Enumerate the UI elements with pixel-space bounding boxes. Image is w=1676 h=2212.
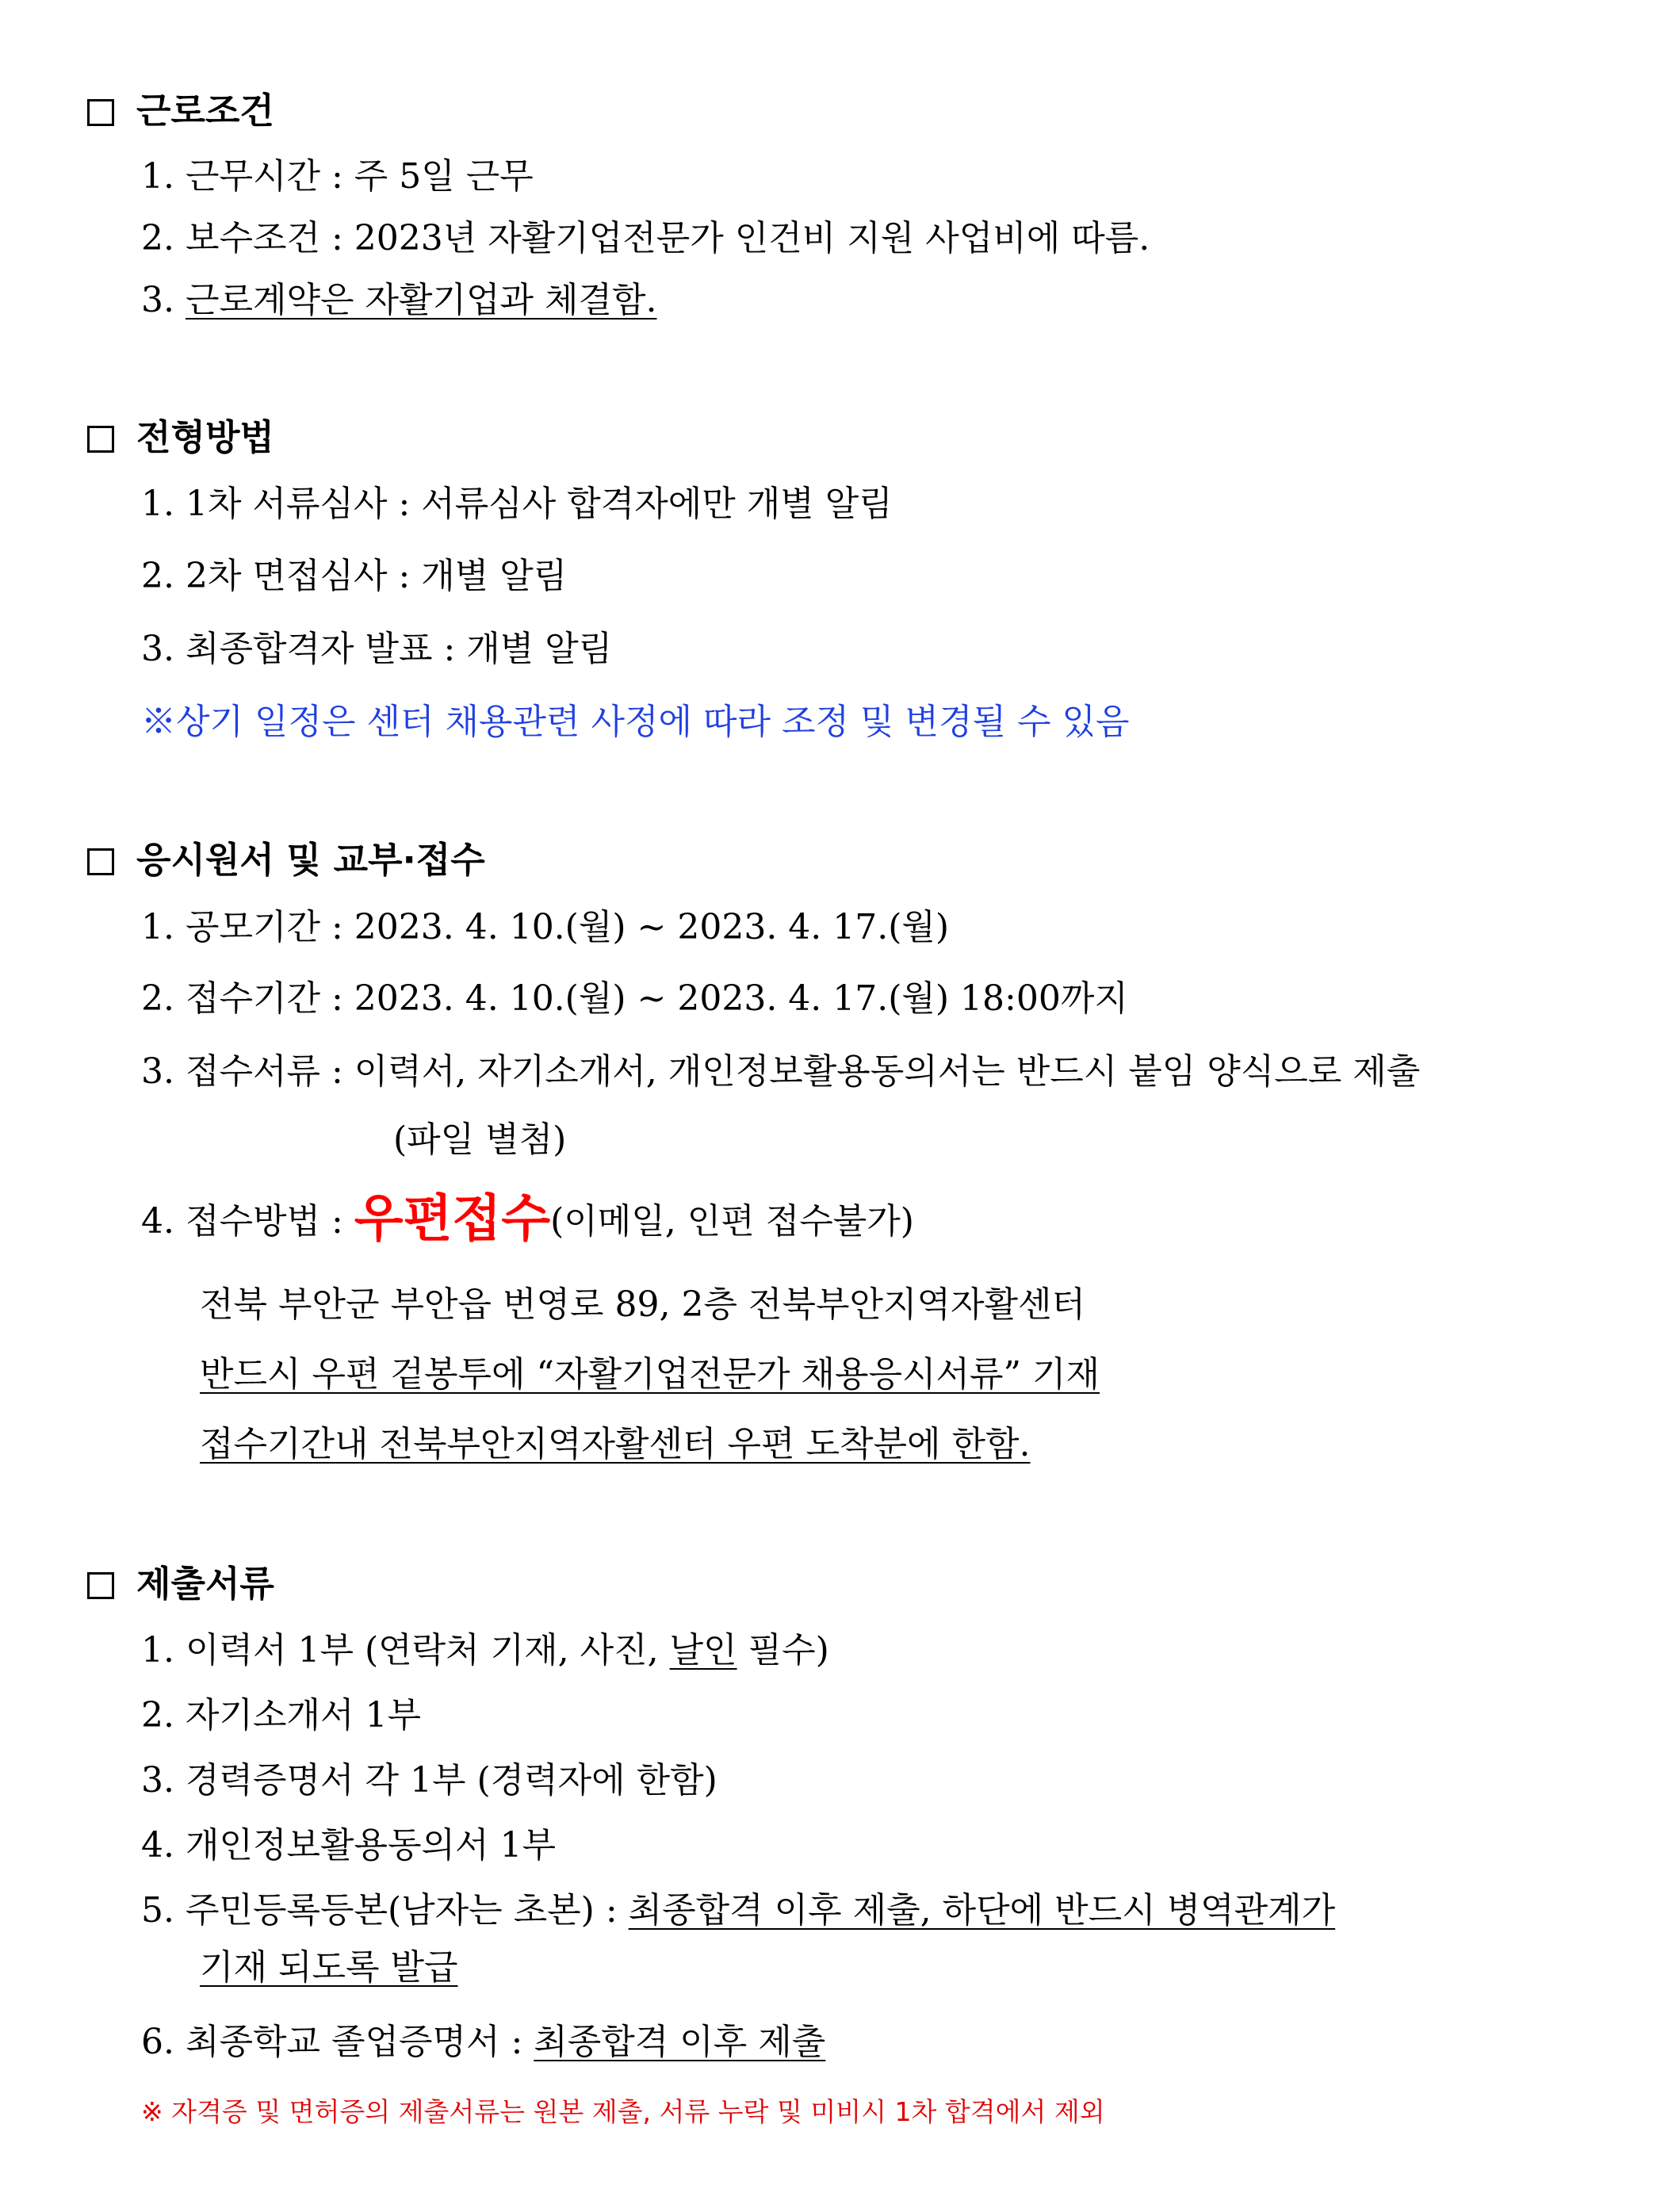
list-item-continuation: 기재 되도록 발급 <box>200 1947 458 1988</box>
list-item: 2. 2차 면접심사 : 개별 알림 <box>141 556 568 596</box>
list-item: 3. 근로계약은 자활기업과 체결함. <box>141 280 657 320</box>
checkbox-square-icon <box>87 1572 114 1599</box>
list-item: 5. 주민등록등본(남자는 초본) : 최종합격 이후 제출, 하단에 반드시 병역관계가 <box>141 1890 1336 1931</box>
checkbox-square-icon <box>87 848 114 875</box>
list-item: 1. 이력서 1부 (연락처 기재, 사진, 날인 필수) <box>141 1630 829 1670</box>
envelope-instruction: 반드시 우편 겉봉투에 “자활기업전문가 채용응시서류” 기재 <box>200 1354 1100 1395</box>
documents-notice: ※ 자격증 및 면허증의 제출서류는 원본 제출, 서류 누락 및 미비시 1차 합격에서 제외 <box>141 2096 1105 2127</box>
address-line: 전북 부안군 부안읍 번영로 89, 2층 전북부안지역자활센터 <box>200 1284 1085 1325</box>
postal-submission-emphasis: 우편접수 <box>354 1190 551 1249</box>
checkbox-square-icon <box>87 99 114 126</box>
list-item: 3. 경력증명서 각 1부 (경력자에 한함) <box>141 1760 717 1801</box>
section-heading-selection-method: 전형방법 <box>87 414 274 461</box>
list-item: 4. 개인정보활용동의서 1부 <box>141 1825 556 1866</box>
section-heading-work-conditions: 근로조건 <box>87 87 274 135</box>
section-heading-application: 응시원서 및 교부·접수 <box>87 836 485 884</box>
deadline-instruction: 접수기간내 전북부안지역자활센터 우편 도착분에 한함. <box>200 1424 1031 1464</box>
section-heading-required-documents: 제출서류 <box>87 1560 274 1608</box>
list-item: 2. 보수조건 : 2023년 자활기업전문가 인건비 지원 사업비에 따름. <box>141 218 1150 258</box>
list-item: 4. 접수방법 : 우편접수(이메일, 인편 접수불가) <box>141 1190 914 1249</box>
list-item: 2. 접수기간 : 2023. 4. 10.(월) ~ 2023. 4. 17.(월) 18:00까지 <box>141 978 1128 1019</box>
list-item: 3. 최종합격자 발표 : 개별 알림 <box>141 629 613 669</box>
list-item-continuation: (파일 별첨) <box>393 1119 567 1160</box>
list-item: 1. 공모기간 : 2023. 4. 10.(월) ~ 2023. 4. 17.(월) <box>141 907 950 947</box>
schedule-notice: ※상기 일정은 센터 채용관련 사정에 따라 조정 및 변경될 수 있음 <box>141 702 1130 742</box>
list-item: 1. 1차 서류심사 : 서류심사 합격자에만 개별 알림 <box>141 484 893 524</box>
list-item: 1. 근무시간 : 주 5일 근무 <box>141 156 534 197</box>
list-item: 2. 자기소개서 1부 <box>141 1695 421 1736</box>
checkbox-square-icon <box>87 426 114 453</box>
list-item: 6. 최종학교 졸업증명서 : 최종합격 이후 제출 <box>141 2022 826 2062</box>
list-item: 3. 접수서류 : 이력서, 자기소개서, 개인정보활용동의서는 반드시 붙임 양식으로 제출 <box>141 1051 1421 1092</box>
